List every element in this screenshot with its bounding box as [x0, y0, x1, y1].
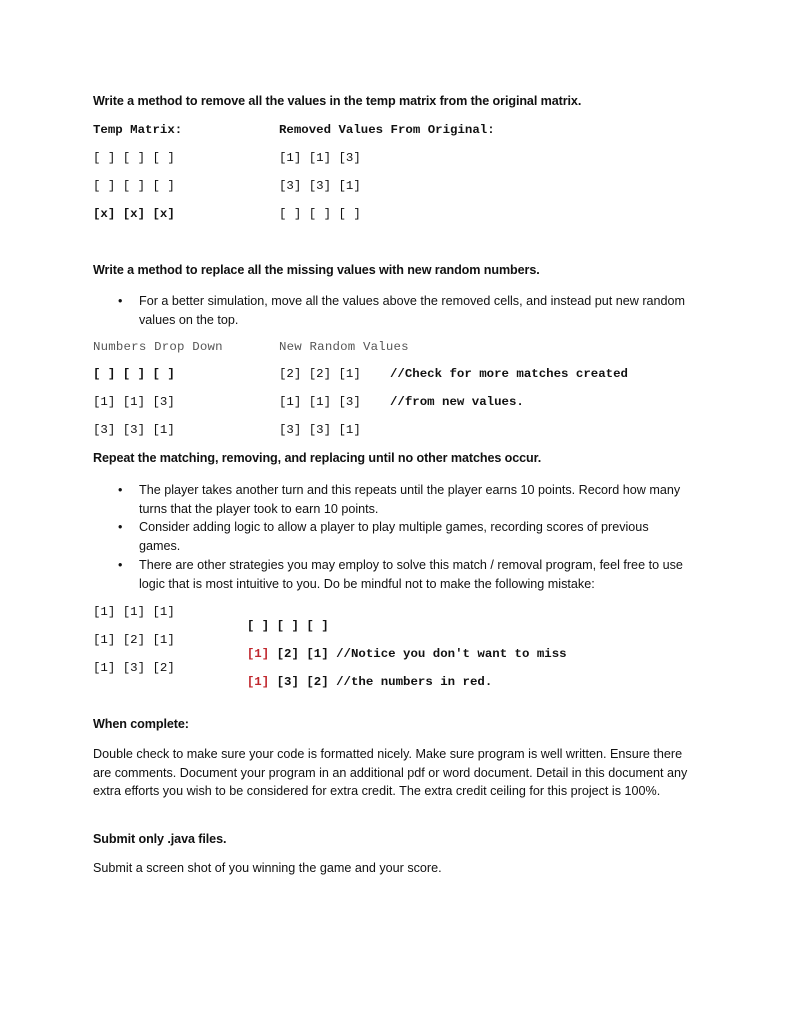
bullet-icon: •	[118, 520, 123, 535]
mistake-matrix-row: [1] [2] [1]	[93, 633, 175, 647]
mistake-result-row	[232, 605, 329, 633]
missed-value: [1]	[246, 675, 270, 689]
section-heading-when-complete: When complete:	[93, 717, 189, 731]
bullet-text: Consider adding logic to allow a player to play multiple games, recording scores of previous games.	[139, 520, 649, 554]
missed-value: [1]	[246, 647, 270, 661]
new-random-values-label: New Random Values	[279, 340, 409, 354]
temp-matrix-row: [ ] [ ] [ ]	[93, 179, 175, 193]
removed-values-row: [1] [1] [3]	[279, 151, 361, 165]
temp-matrix-row: [ ] [ ] [ ]	[93, 151, 175, 165]
mistake-matrix-row: [1] [1] [1]	[93, 605, 175, 619]
removed-values-row: [ ] [ ] [ ]	[279, 207, 361, 221]
mistake-matrix-row: [1] [3] [2]	[93, 661, 175, 675]
bullet-item	[118, 518, 693, 555]
random-values-row: [3] [3] [1]	[279, 423, 361, 437]
code-comment: //from new values.	[390, 395, 524, 409]
bullet-icon: •	[118, 294, 123, 308]
bullet-list-repeat	[118, 481, 693, 593]
submit-java-heading: Submit only .java files.	[93, 832, 227, 846]
temp-matrix-row: [x] [x] [x]	[93, 207, 175, 221]
drop-down-row: [3] [3] [1]	[93, 423, 175, 437]
section-heading-replace-values: Write a method to replace all the missing values with new random numbers.	[93, 263, 540, 277]
result-rest: [3] [2] //the numbers in red.	[269, 675, 493, 689]
drop-down-row: [1] [1] [3]	[93, 395, 175, 409]
removed-values-label: Removed Values From Original:	[279, 123, 495, 137]
bullet-list-replace	[118, 292, 693, 329]
random-values-row: [1] [1] [3]	[279, 395, 361, 409]
random-values-row: [2] [2] [1]	[279, 367, 361, 381]
bullet-item	[118, 292, 693, 329]
section-heading-remove-values: Write a method to remove all the values in the temp matrix from the original matrix.	[93, 94, 582, 108]
result-rest: [2] [1] //Notice you don't want to miss	[269, 647, 567, 661]
numbers-drop-down-label: Numbers Drop Down	[93, 340, 223, 354]
bullet-text: The player takes another turn and this repeats until the player earns 10 points. Record how many turns that the player took to earn 10 points.	[139, 483, 681, 516]
bullet-icon: •	[118, 557, 123, 572]
bullet-item	[118, 481, 693, 518]
result-rest: [ ] [ ] [ ]	[246, 619, 329, 633]
bullet-item	[118, 556, 693, 593]
bullet-icon: •	[118, 483, 123, 497]
submit-screenshot-note: Submit a screen shot of you winning the game and your score.	[93, 861, 442, 875]
code-comment: //Check for more matches created	[390, 367, 628, 381]
removed-values-row: [3] [3] [1]	[279, 179, 361, 193]
bullet-text: For a better simulation, move all the values above the removed cells, and instead put new random values on the top.	[139, 294, 686, 327]
temp-matrix-label: Temp Matrix:	[93, 123, 183, 137]
drop-down-row: [ ] [ ] [ ]	[93, 367, 175, 381]
completion-paragraph: Double check to make sure your code is formatted nicely. Make sure program is well written. Ensure there are comments. Document your program in an additional pdf or word document. Detail in this document any extra efforts you wish to be considered for extra credit. The extra credit ceiling for this project is 100%.	[93, 747, 688, 799]
bullet-text: There are other strategies you may employ to solve this match / removal program, feel free to use logic that is most intuitive to you. Do be mindful not to make the following mistake:	[139, 557, 683, 591]
section-heading-repeat: Repeat the matching, removing, and replacing until no other matches occur.	[93, 451, 542, 465]
mistake-result-row	[232, 661, 492, 689]
mistake-result-row	[232, 633, 567, 661]
